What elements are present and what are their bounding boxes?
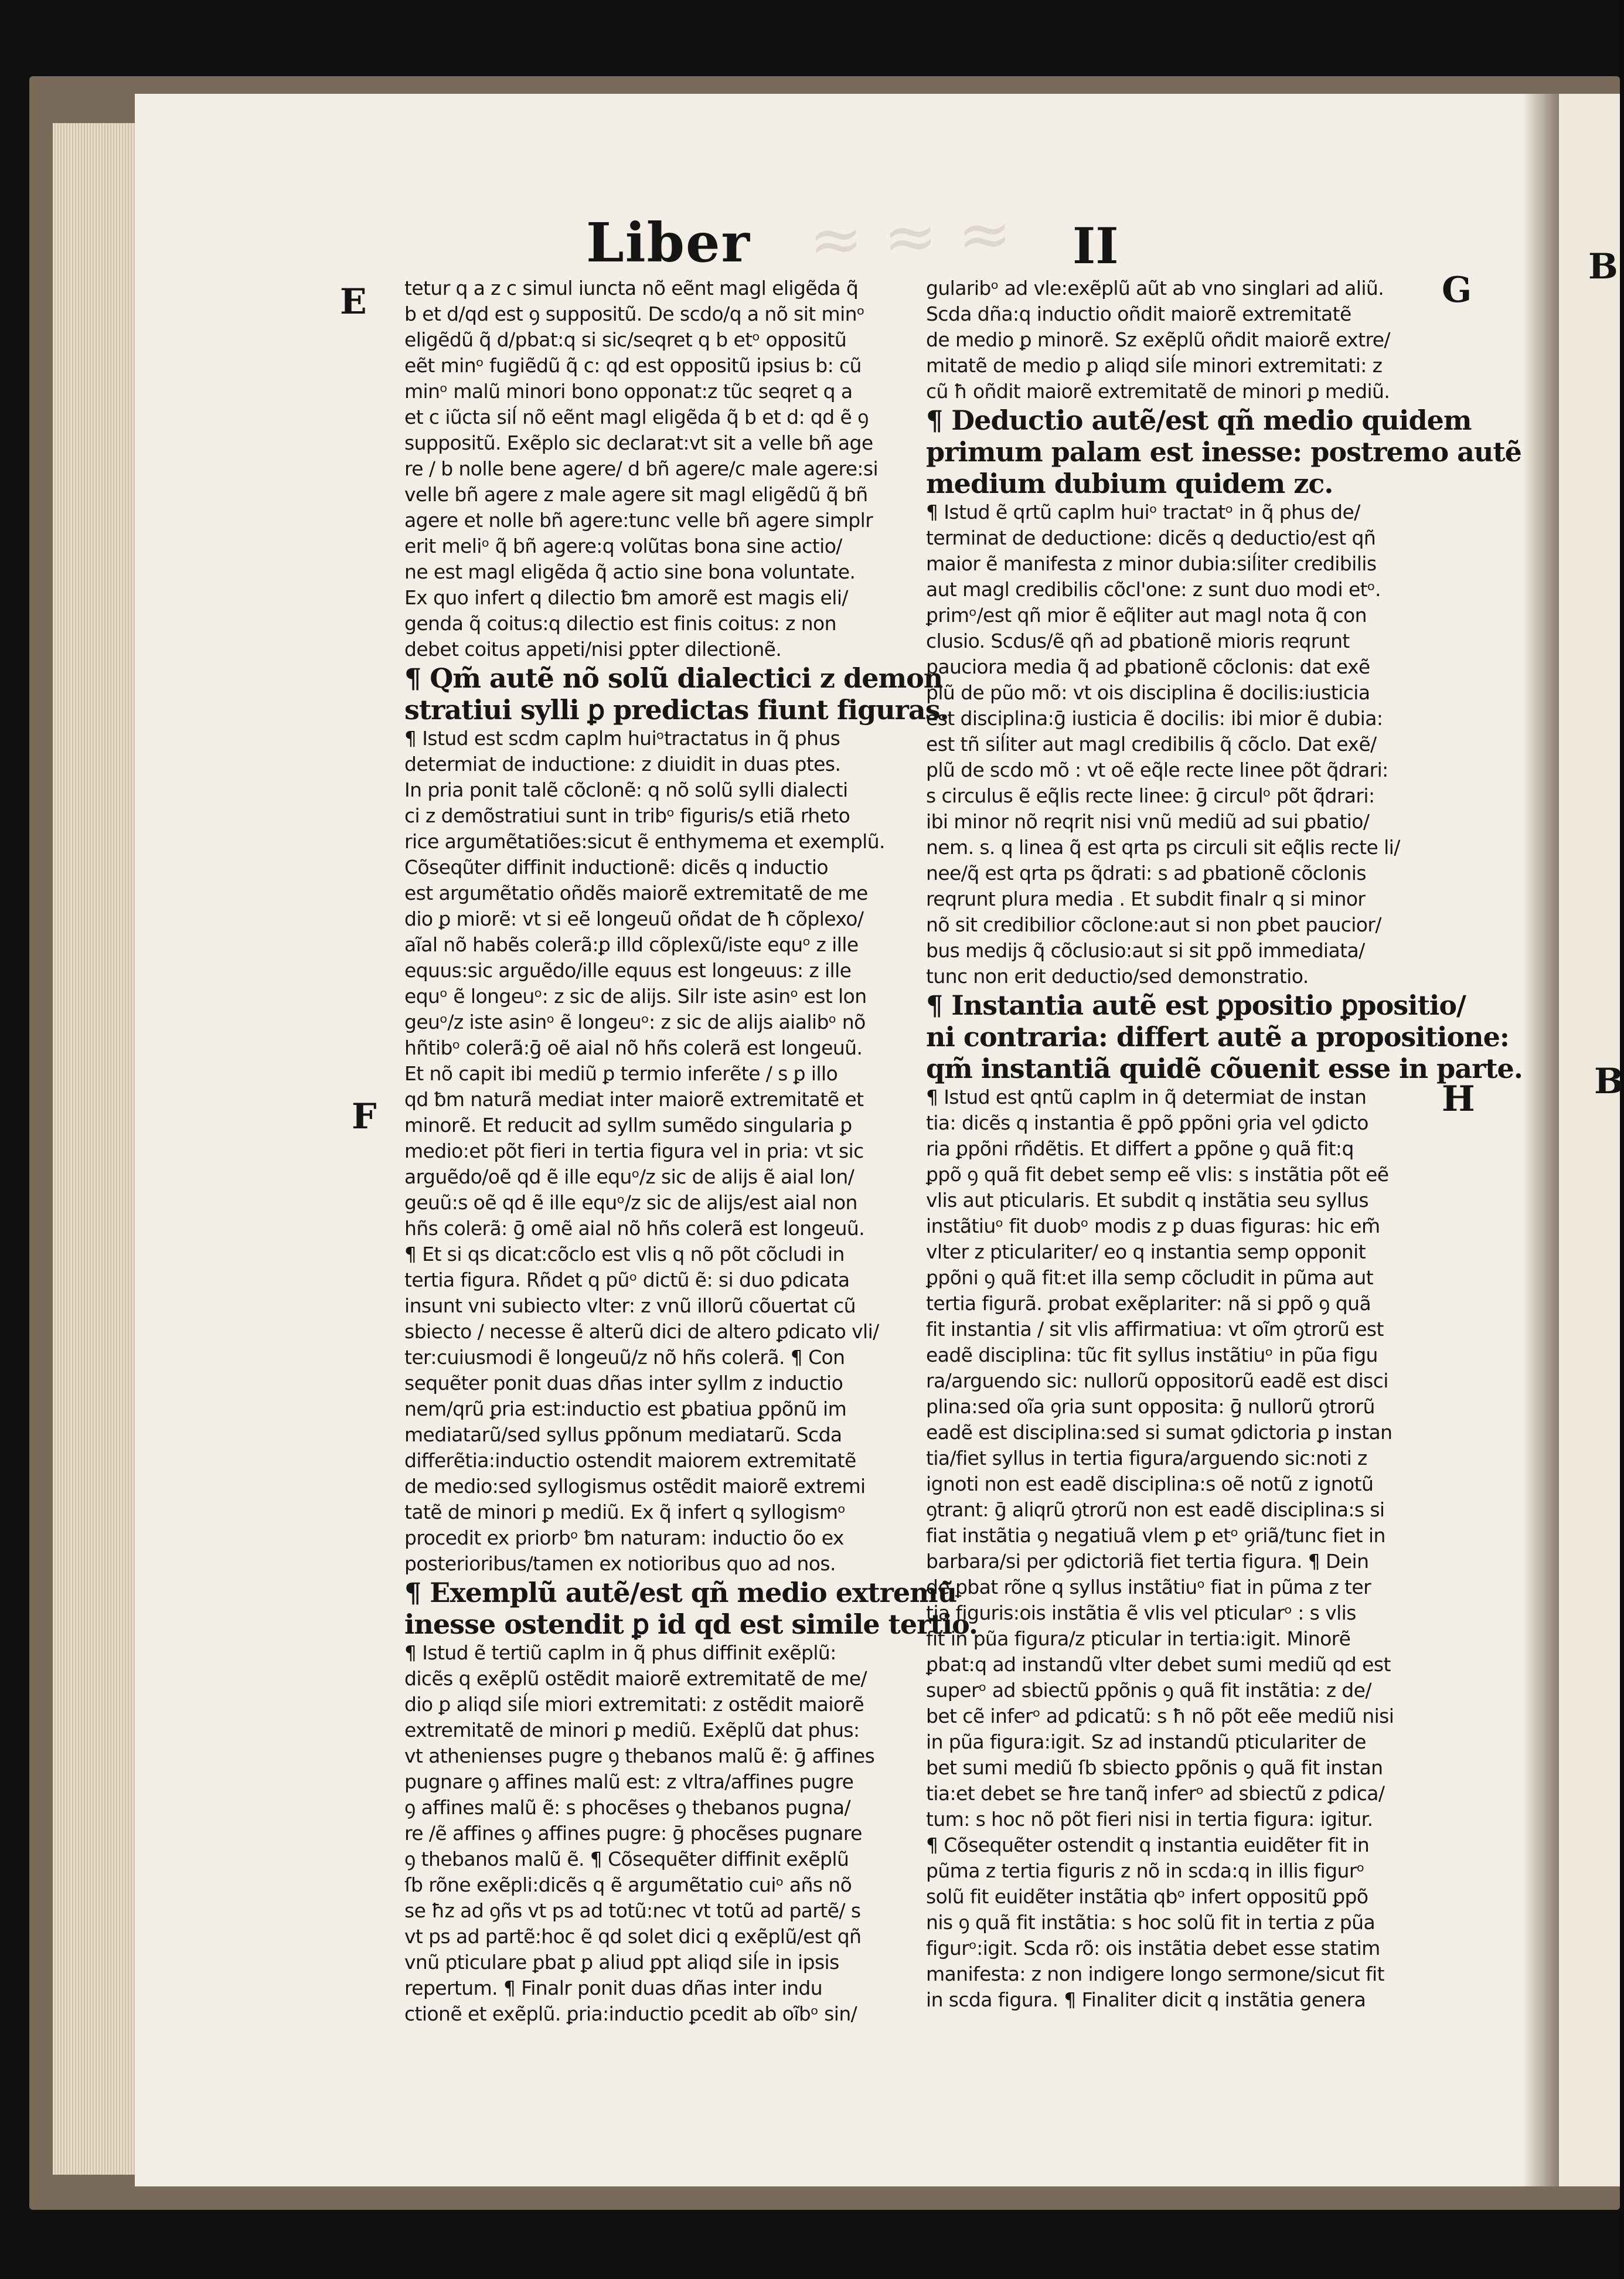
text-column-right [926, 275, 1523, 2013]
text-line: est disciplina:ḡ iusticia ẽ docilis: ibi mior ẽ dubia: [926, 707, 1383, 730]
text-line: ¶ Istud ẽ qrtũ caplm huiᵒ tractatᵒ in q̃ phus de/ [926, 501, 1360, 523]
text-line: barbara/si per ꝯdictoriã fiet tertia figura. ¶ Dein [926, 1550, 1369, 1573]
text-line: aut magl credibilis cõcl'one: z sunt duo modi etᵒ. [926, 578, 1381, 601]
lemma-heading-line: qm̃ instantiã quidẽ cõuenit esse in parte. [926, 1053, 1523, 1084]
text-line: figurᵒ:igit. Scda rõ: ois instãtia debet esse statim [926, 1937, 1380, 1960]
text-line: eligẽdũ q̃ d/pbat:q si sic/seqret q b etᵒ oppositũ [404, 328, 847, 351]
text-line: minᵒ malũ minori bono opponat:z tũc seqret q a [404, 380, 853, 403]
text-line: sequẽter ponit duas dñas inter syllm z inductio [404, 1372, 843, 1394]
text-line: ci z demõstratiui sunt in tribᵒ figuris/s etiã rheto [404, 804, 850, 827]
text-line: eadẽ disciplina: tũc fit syllus instãtiuᵒ in pũa figu [926, 1343, 1378, 1366]
text-line: pugnare ꝯ affines malũ est: z vltra/affines pugre [404, 1770, 854, 1793]
text-line: velle bñ agere z male agere sit magl eligẽdũ q̃ bñ [404, 483, 868, 506]
text-line: s circulus ẽ eq̃lis recte linee: ḡ circulᵒ põt q̃drari: [926, 784, 1375, 807]
text-line: tetur q a z c simul iuncta nõ eẽnt magl eligẽda q̃ [404, 277, 859, 300]
text-line: tunc non erit deductio/sed demonstratio. [926, 965, 1309, 988]
text-line: ter:cuiusmodi ẽ longeuũ/z nõ hñs colerã. ¶ Con [404, 1346, 845, 1369]
facing-page-edge [1559, 94, 1620, 2186]
text-line: ctionẽ et exẽplũ. ꝑria:inductio ꝑcedit ab oĩbᵒ sin/ [404, 2002, 857, 2025]
text-line: fit in pũa figura/z pticular in tertia:igit. Minorẽ [926, 1627, 1351, 1650]
text-line: et c iũcta siĺ nõ eẽnt magl eligẽda q̃ b et d: qd ẽ ꝯ [404, 406, 869, 428]
text-line: aĩal nõ habẽs colerã:ꝑ illd cõplexũ/iste equᵒ z ille [404, 933, 859, 956]
text-line: fiat instãtia ꝯ negatiuã vlem ꝑ etᵒ ꝯriã/tunc fiet in [926, 1524, 1385, 1547]
lemma-heading-line: ¶ Exemplũ autẽ/est qñ medio extremũ [404, 1577, 957, 1608]
text-line: geuᵒ/z iste asinᵒ ẽ longeuᵒ: z sic de alijs aialibᵒ nõ [404, 1011, 866, 1033]
text-line: geuũ:s oẽ qd ẽ ille equᵒ/z sic de alijs/est aial non [404, 1191, 857, 1214]
text-line: suppositũ. Exẽplo sic declarat:vt sit a velle bñ age [404, 431, 873, 454]
text-line: vnũ pticulare ꝑbat ꝑ aliud ꝑpt aliqd siĺe in ipsis [404, 1951, 839, 1974]
text-line: tia: dicẽs q instantia ẽ ꝑpõ ꝑpõni ꝯria vel ꝯdicto [926, 1111, 1368, 1134]
lemma-heading-line: inesse ostendit ꝑ id qd est simile tertio. [404, 1608, 978, 1640]
text-line: ibi minor nõ reqrit nisi vnũ mediũ ad sui ꝑbatio/ [926, 810, 1370, 833]
text-line: dio ꝑ aliqd siĺe miori extremitati: z ostẽdit maiorẽ [404, 1693, 864, 1716]
text-line: pũma z tertia figuris z nõ in scda:q in illis figurᵒ [926, 1859, 1364, 1882]
page-gutter [1524, 94, 1559, 2186]
text-line: procedit ex priorbᵒ ƀm naturam: inductio õo ex [404, 1526, 844, 1549]
text-line: reqrunt plura media . Et subdit finalr q si minor [926, 887, 1366, 910]
lemma-heading-line: stratiui sylli ꝑ predictas fiunt figuras. [404, 694, 949, 726]
text-line: est argumẽtatio oñdẽs maiorẽ extremitatẽ de me [404, 882, 868, 904]
text-line: nee/q̃ est qrta ps q̃drati: s ad ꝑbationẽ cõclonis [926, 862, 1366, 885]
text-line: hñs colerã: ḡ omẽ aial nõ hñs colerã est longeuũ. [404, 1217, 865, 1240]
text-line: in pũa figura:igit. Sz ad instandũ pticulariter de [926, 1730, 1366, 1753]
text-line: de medio:sed syllogismus ostẽdit maiorẽ extremi [404, 1475, 866, 1498]
text-line: in scda figura. ¶ Finaliter dicit q instãtia genera [926, 1988, 1366, 2011]
text-line: ne est magl eligẽda q̃ actio sine bona voluntate. [404, 560, 856, 583]
text-line: qd ƀm naturã mediat inter maiorẽ extremitatẽ et [404, 1088, 864, 1111]
text-line: dio ꝑ miorẽ: vt si eẽ longeuũ oñdat de ħ cõplexo/ [404, 907, 864, 930]
text-line: nem/qrũ ꝑria est:inductio est ꝑbatiua ꝑpõnũ im [404, 1397, 847, 1420]
bleed-through-handwriting: ≈ ≈ ≈ [808, 195, 1013, 278]
text-line: plũ de pũo mõ: vt ois disciplina ẽ docilis:iusticia [926, 681, 1370, 704]
text-line: solũ fit euidẽter instãtia qbᵒ infert oppositũ ꝑpõ [926, 1885, 1368, 1908]
text-line: tia:et debet se ħre tanq̃ inferᵒ ad sbiectũ z ꝑdica/ [926, 1782, 1385, 1805]
text-line: ꝯ thebanos malũ ẽ. ¶ Cõsequẽter diffinit exẽplũ [404, 1848, 849, 1870]
lemma-heading-line: primum palam est inesse: postremo autẽ [926, 436, 1521, 468]
text-line: Scda dña:q inductio oñdit maiorẽ extremitatẽ [926, 302, 1351, 325]
text-line: bet cẽ inferᵒ ad ꝑdicatũ: s ħ nõ põt eẽe mediũ nisi [926, 1705, 1394, 1727]
text-line: differẽtia:inductio ostendit maiorem extremitatẽ [404, 1449, 856, 1472]
running-head-title: Liber [586, 211, 751, 274]
lemma-heading-line: ¶ Deductio autẽ/est qñ medio quidem [926, 404, 1472, 436]
text-line: eadẽ est disciplina:sed si sumat ꝯdictoria ꝑ instan [926, 1421, 1393, 1444]
margin-mark-g: G [1442, 270, 1472, 311]
text-line: tertia figurã. ꝑrobat exẽplariter: nã si ꝑpõ ꝯ quã [926, 1292, 1371, 1315]
text-line: Cõseqũter diffinit inductionẽ: dicẽs q inductio [404, 856, 829, 879]
text-line: ꝑbat:q ad instandũ vlter debet sumi mediũ qd est [926, 1653, 1391, 1676]
text-line: gularibᵒ ad vle:exẽplũ aũt ab vno singlari ad aliũ. [926, 277, 1384, 300]
text-line: maior ẽ manifesta z minor dubia:siĺiter credibilis [926, 552, 1377, 575]
text-line: ꝑpõni ꝯ quã fit:et illa semp cõcludit in pũma aut [926, 1266, 1374, 1289]
text-line: ¶ Istud est qntũ caplm in q̃ determiat de instan [926, 1086, 1367, 1108]
text-line: agere et nolle bñ agere:tunc velle bñ agere simplr [404, 509, 873, 532]
text-line: ꝑrimᵒ/est qñ mior ẽ eq̃liter aut magl nota q̃ con [926, 604, 1367, 627]
text-line: ignoti non est eadẽ disciplina:s oẽ notũ z ignotũ [926, 1472, 1374, 1495]
text-line: vt ps ad partẽ:hoc ẽ qd solet dici q exẽplũ/est qñ [404, 1925, 862, 1948]
text-line: clusio. Scdus/ẽ qñ ad ꝑbationẽ mioris reqrunt [926, 630, 1350, 652]
facing-page-mark-2: B [1594, 1061, 1624, 1102]
text-line: eẽt minᵒ fugiẽdũ q̃ c: qd est oppositũ ipsius b: cũ [404, 354, 862, 377]
running-head-number: II [1073, 217, 1119, 275]
text-line: bet sumi mediũ ſb sbiecto ꝑpõnis ꝯ quã fit instan [926, 1756, 1383, 1779]
facing-page-mark-1: B [1588, 246, 1618, 287]
margin-mark-e: E [340, 281, 367, 322]
text-line: b et d/qd est ꝯ suppositũ. De scdo/q a nõ sit minᵒ [404, 302, 864, 325]
text-line: vt athenienses pugre ꝯ thebanos malũ ẽ: ḡ affines [404, 1744, 875, 1767]
text-line: debet coitus appeti/nisi ꝑpter dilectionẽ. [404, 638, 782, 661]
text-line: genda q̃ coitus:q dilectio est finis coitus: z non [404, 612, 836, 635]
text-line: determiat de inductione: z diuidit in duas ptes. [404, 753, 841, 775]
text-line: In pria ponit talẽ cõclonẽ: q nõ solũ sylli dialecti [404, 778, 848, 801]
text-line: arguẽdo/oẽ qd ẽ ille equᵒ/z sic de alijs ẽ aial lon/ [404, 1165, 854, 1188]
text-line: terminat de deductione: dicẽs q deductio/est qñ [926, 526, 1376, 549]
text-line: tia figuris:ois instãtia ẽ vlis vel pticularᵒ : s vlis [926, 1601, 1356, 1624]
margin-mark-h: H [1442, 1079, 1475, 1120]
text-line: ꝑpõ ꝯ quã fit debet semp eẽ vlis: s instãtia põt eẽ [926, 1163, 1389, 1186]
text-line: tatẽ de minori ꝑ mediũ. Ex q̃ infert q syllogismᵒ [404, 1501, 846, 1523]
text-line: erit meliᵒ q̃ bñ agere:q volũtas bona sine actio/ [404, 535, 842, 557]
text-line: nem. s. q linea q̃ est qrta ps circuli sit eq̃lis recte li/ [926, 836, 1400, 859]
text-line: ſb rõne exẽpli:dicẽs q ẽ argumẽtatio cuiᵒ añs nõ [404, 1873, 852, 1896]
text-line: tertia figura. Rñdet q pũᵒ dictũ ẽ: si duo ꝑdicata [404, 1268, 850, 1291]
text-line: vlis aut pticularis. Et subdit q instãtia seu syllus [926, 1189, 1368, 1212]
text-line: plũ de scdo mõ : vt oẽ eq̃le recte linee põt q̃drari: [926, 758, 1388, 781]
text-line: ¶ Istud ẽ tertiũ caplm in q̃ phus diffinit exẽplũ: [404, 1641, 836, 1664]
text-line: mitatẽ de medio ꝑ aliqd siĺe minori extremitati: z [926, 354, 1383, 377]
text-line: hñtibᵒ colerã:ḡ oẽ aial nõ hñs colerã est longeuũ. [404, 1036, 863, 1059]
text-line: equus:sic arguẽdo/ille equus est longeuus: z ille [404, 959, 852, 982]
text-line: fit instantia / sit vlis affirmatiua: vt oĩm ꝯtrorũ est [926, 1318, 1384, 1341]
text-line: se ħz ad ꝯñs vt ps ad totũ:nec vt totũ ad partẽ/ s [404, 1899, 861, 1922]
page-edges [53, 123, 141, 2175]
lemma-heading-line: ¶ Qm̃ autẽ nõ solũ dialectici z demon [404, 662, 943, 694]
text-line: medio:et põt fieri in tertia figura vel in pria: vt sic [404, 1140, 864, 1162]
text-line: ¶ Istud est scdm caplm huiᵒtractatus in q̃ phus [404, 727, 840, 750]
text-line: ra/arguendo sic: nullorũ oppositorũ eadẽ est disci [926, 1369, 1388, 1392]
text-line: extremitatẽ de minori ꝑ mediũ. Exẽplũ dat phus: [404, 1719, 860, 1741]
text-line: minorẽ. Et reducit ad syllm sumẽdo singularia ꝑ [404, 1114, 852, 1137]
lemma-heading-line: ¶ Instantia autẽ est ꝑpositio ꝑpositio/ [926, 989, 1466, 1021]
text-line: sbiecto / necesse ẽ alterũ dici de altero ꝑdicato vli/ [404, 1320, 879, 1343]
text-line: pauciora media q̃ ad ꝑbationẽ cõclonis: dat exẽ [926, 655, 1370, 678]
text-line: tum: s hoc nõ põt fieri nisi in tertia figura: igitur. [926, 1808, 1373, 1831]
text-line: de medio ꝑ minorẽ. Sz exẽplũ oñdit maiorẽ extre/ [926, 328, 1390, 351]
text-line: rice argumẽtatiões:sicut ẽ enthymema et exemplũ. [404, 830, 885, 853]
margin-mark-f: F [352, 1096, 377, 1137]
text-line: superᵒ ad sbiectũ ꝑpõnis ꝯ quã fit instãtia: z de/ [926, 1679, 1371, 1702]
text-line: bus medijs q̃ cõclusio:aut si sit ꝑpõ immediata/ [926, 939, 1365, 962]
text-line: posterioribus/tamen ex notioribus quo ad nos. [404, 1552, 836, 1575]
lemma-heading-line: medium dubium quidem zc. [926, 468, 1333, 499]
text-line: nõ sit credibilior cõclone:aut si non ꝑbet paucior/ [926, 913, 1381, 936]
text-line: equᵒ ẽ longeuᵒ: z sic de alijs. Silr iste asinᵒ est lon [404, 985, 867, 1008]
text-line: vlter z pticulariter/ eo q instantia semp opponit [926, 1240, 1366, 1263]
text-line: ꝯtrant: ḡ aliqrũ ꝯtrorũ non est eadẽ disciplina:s si [926, 1498, 1385, 1521]
text-line: dicẽs q exẽplũ ostẽdit maiorẽ extremitatẽ de me/ [404, 1667, 867, 1690]
text-line: est tñ siĺiter aut magl credibilis q̃ cõclo. Dat exẽ/ [926, 733, 1377, 756]
text-line: ria ꝑpõni rñdẽtis. Et differt a ꝑpõne ꝯ quã fit:q [926, 1137, 1354, 1160]
text-line: ¶ Cõsequẽter ostendit q instantia euidẽter fit in [926, 1834, 1370, 1856]
text-line: re /ẽ affines ꝯ affines pugre: ḡ phocẽses pugnare [404, 1822, 862, 1845]
text-line: ꝯ affines malũ ẽ: s phocẽses ꝯ thebanos pugna/ [404, 1796, 851, 1819]
text-line: tia/fiet syllus in tertia figura/arguendo sic:noti z [926, 1447, 1367, 1470]
text-line: instãtiuᵒ fit duobᵒ modis z ꝑ duas figuras: hic em̃ [926, 1215, 1380, 1237]
text-line: de ꝑbat rõne q syllus instãtiuᵒ fiat in pũma z ter [926, 1576, 1371, 1598]
text-line: Ex quo infert q dilectio ƀm amorẽ est magis eli/ [404, 586, 848, 609]
lemma-heading-line: ni contraria: differt autẽ a propositione: [926, 1021, 1509, 1053]
text-line: Et nõ capit ibi mediũ ꝑ termio inferẽte / s ꝑ illo [404, 1062, 838, 1085]
text-column-left [404, 275, 978, 2027]
text-line: mediatarũ/sed syllus ꝑpõnum mediatarũ. Scda [404, 1423, 842, 1446]
text-line: manifesta: z non indigere longo sermone/sicut fit [926, 1962, 1384, 1985]
text-line: re / b nolle bene agere/ d bñ agere/c male agere:si [404, 457, 879, 480]
text-line: plina:sed oĩa ꝯria sunt opposita: ḡ nullorũ ꝯtrorũ [926, 1395, 1375, 1418]
text-line: cũ ħ oñdit maiorẽ extremitatẽ de minori ꝑ mediũ. [926, 380, 1390, 403]
text-line: nis ꝯ quã fit instãtia: s hoc solũ fit in tertia z pũa [926, 1911, 1376, 1934]
text-line: ¶ Et si qs dicat:cõclo est vlis q nõ põt cõcludi in [404, 1243, 845, 1266]
text-line: repertum. ¶ Finalr ponit duas dñas inter indu [404, 1977, 823, 1999]
text-line: insunt vni subiecto vlter: z vnũ illorũ cõuertat cũ [404, 1294, 856, 1317]
